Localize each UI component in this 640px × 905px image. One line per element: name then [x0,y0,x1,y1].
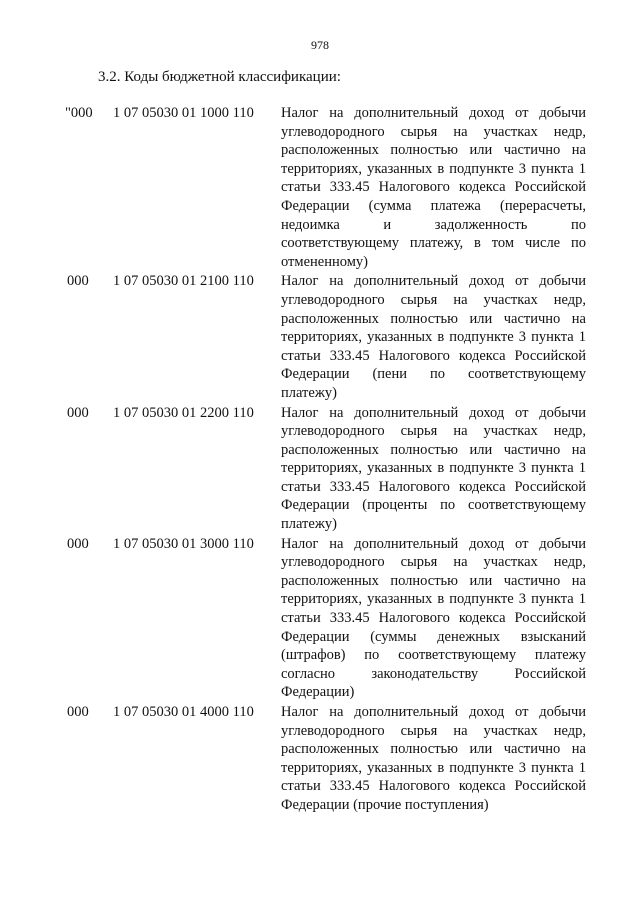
admin-code: 000 [67,704,89,720]
code-description: Налог на дополнительный доход от добычи углеводородного сырья на участках недр, расположенных полностью или частично на территориях, указанных в подпункте 3 пункта 1 статьи 333.45 Налогового кодекса Российской Федерации (суммы денежных взысканий (штрафов) по соответствующему платежу согласно законодательству Российской Федерации) [281,535,586,701]
budget-code-row [62,535,592,702]
admin-code: 000 [67,404,89,421]
budget-code-row [62,703,592,815]
admin-code: 000 [67,535,89,552]
kbk-code: 1 07 05030 01 2200 110 [113,404,254,421]
kbk-code: 1 07 05030 01 4000 110 [113,704,254,720]
budget-code-list [62,104,592,815]
kbk-code: 1 07 05030 01 1000 110 [113,105,254,121]
budget-code-row [62,404,592,534]
code-description: Налог на дополнительный доход от добычи углеводородного сырья на участках недр, расположенных полностью или частично на территориях, указанных в подпункте 3 пункта 1 статьи 333.45 Налогового кодекса Российской Федерации (пени по соответствующему платежу) [281,273,586,401]
kbk-code: 1 07 05030 01 3000 110 [113,535,254,552]
code-description: Налог на дополнительный доход от добычи углеводородного сырья на участках недр, расположенных полностью или частично на территориях, указанных в подпункте 3 пункта 1 статьи 333.45 Налогового кодекса Российской Федерации (прочие поступления) [281,704,586,813]
admin-code: "000 [65,105,93,121]
budget-code-row [62,104,592,271]
code-description: Налог на дополнительный доход от добычи углеводородного сырья на участках недр, расположенных полностью или частично на территориях, указанных в подпункте 3 пункта 1 статьи 333.45 Налогового кодекса Российской Федерации (сумма платежа (перерасчеты, недоимка и задолженность по соответствующему платежу, в том числе по отмененному) [281,105,586,270]
code-description: Налог на дополнительный доход от добычи углеводородного сырья на участках недр, расположенных полностью или частично на территориях, указанных в подпункте 3 пункта 1 статьи 333.45 Налогового кодекса Российской Федерации (проценты по соответствующему платежу) [281,404,586,533]
admin-code: 000 [67,273,89,290]
section-heading: 3.2. Коды бюджетной классификации: [98,69,341,85]
budget-code-row [62,272,592,402]
kbk-code: 1 07 05030 01 2100 110 [113,273,254,290]
page-number: 978 [311,38,329,52]
